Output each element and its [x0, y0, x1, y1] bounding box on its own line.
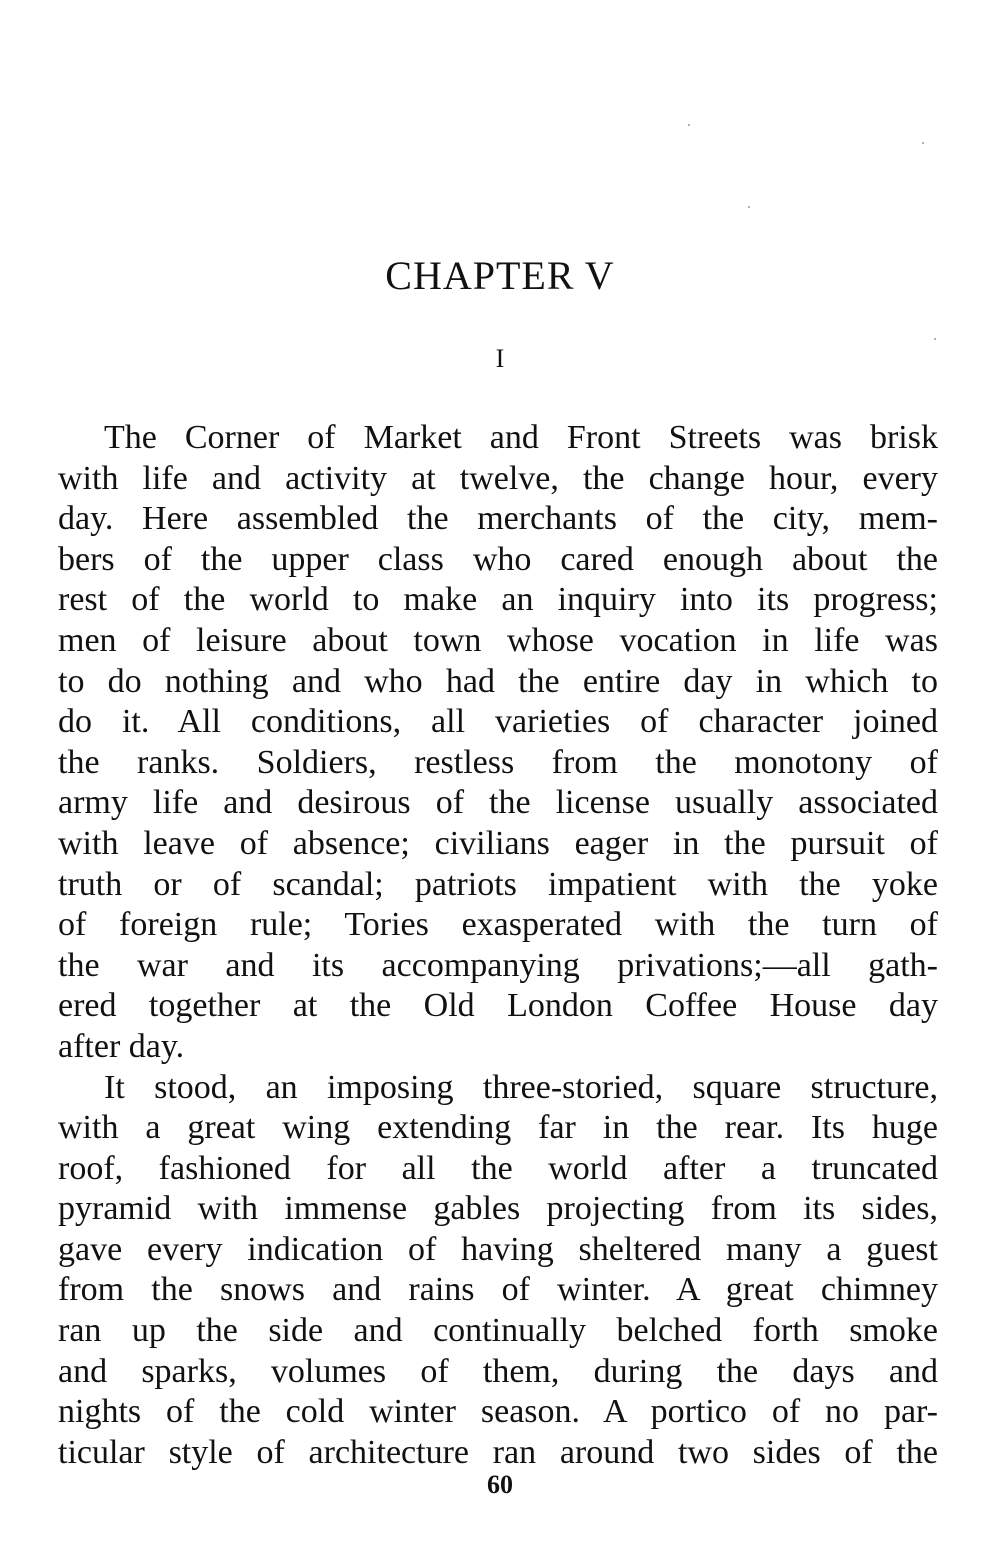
- text-line: The Corner of Market and Front Streets was brisk: [104, 419, 938, 456]
- scan-speck: [748, 206, 750, 208]
- text-line: roof, fashioned for all the world after a truncated: [58, 1149, 938, 1187]
- text-line: nights of the cold winter season. A portico of no par-: [58, 1393, 938, 1431]
- text-line: of foreign rule; Tories exasperated with the turn of: [58, 906, 938, 944]
- text-line: day. Here assembled the merchants of the city, mem-: [58, 500, 938, 538]
- text-line: with life and activity at twelve, the change hour, every: [58, 459, 938, 497]
- text-line: bers of the upper class who cared enough about the: [58, 540, 938, 578]
- text-line: ran up the side and continually belched forth smoke: [58, 1312, 938, 1350]
- text-line: rest of the world to make an inquiry into its progress;: [58, 581, 938, 619]
- text-line: do it. All conditions, all varieties of character joined: [58, 703, 938, 741]
- text-line: men of leisure about town whose vocation in life was: [58, 621, 938, 659]
- text-line: It stood, an imposing three-storied, square structure,: [104, 1068, 938, 1106]
- text-line: pyramid with immense gables projecting from its sides,: [58, 1190, 938, 1228]
- text-line: and sparks, volumes of them, during the days and: [58, 1352, 938, 1390]
- text-line: from the snows and rains of winter. A great chimney: [58, 1271, 938, 1309]
- chapter-title: CHAPTER V: [385, 253, 615, 298]
- text-line: truth or of scandal; patriots impatient with the yoke: [58, 865, 938, 903]
- text-line: gave every indication of having sheltered many a guest: [58, 1230, 938, 1268]
- body-text: [58, 418, 938, 1473]
- text-line: with a great wing extending far in the rear. Its huge: [58, 1109, 938, 1147]
- text-line: ered together at the Old London Coffee House day: [58, 987, 938, 1025]
- text-line: the war and its accompanying privations;—all gath-: [58, 946, 938, 984]
- text-line: after day.: [58, 1027, 185, 1065]
- section-number: I: [495, 344, 505, 373]
- scan-speck: [934, 338, 936, 340]
- text-line: to do nothing and who had the entire day in which to: [58, 662, 938, 700]
- text-line: army life and desirous of the license usually associated: [58, 784, 938, 822]
- text-line: ticular style of architecture ran around two sides of the: [58, 1433, 938, 1471]
- text-line: with leave of absence; civilians eager in the pursuit of: [58, 824, 938, 862]
- text-line: the ranks. Soldiers, restless from the monotony of: [58, 743, 938, 781]
- scan-speck: [922, 142, 924, 144]
- page-number: 60: [487, 1470, 513, 1499]
- scan-speck: [688, 124, 690, 126]
